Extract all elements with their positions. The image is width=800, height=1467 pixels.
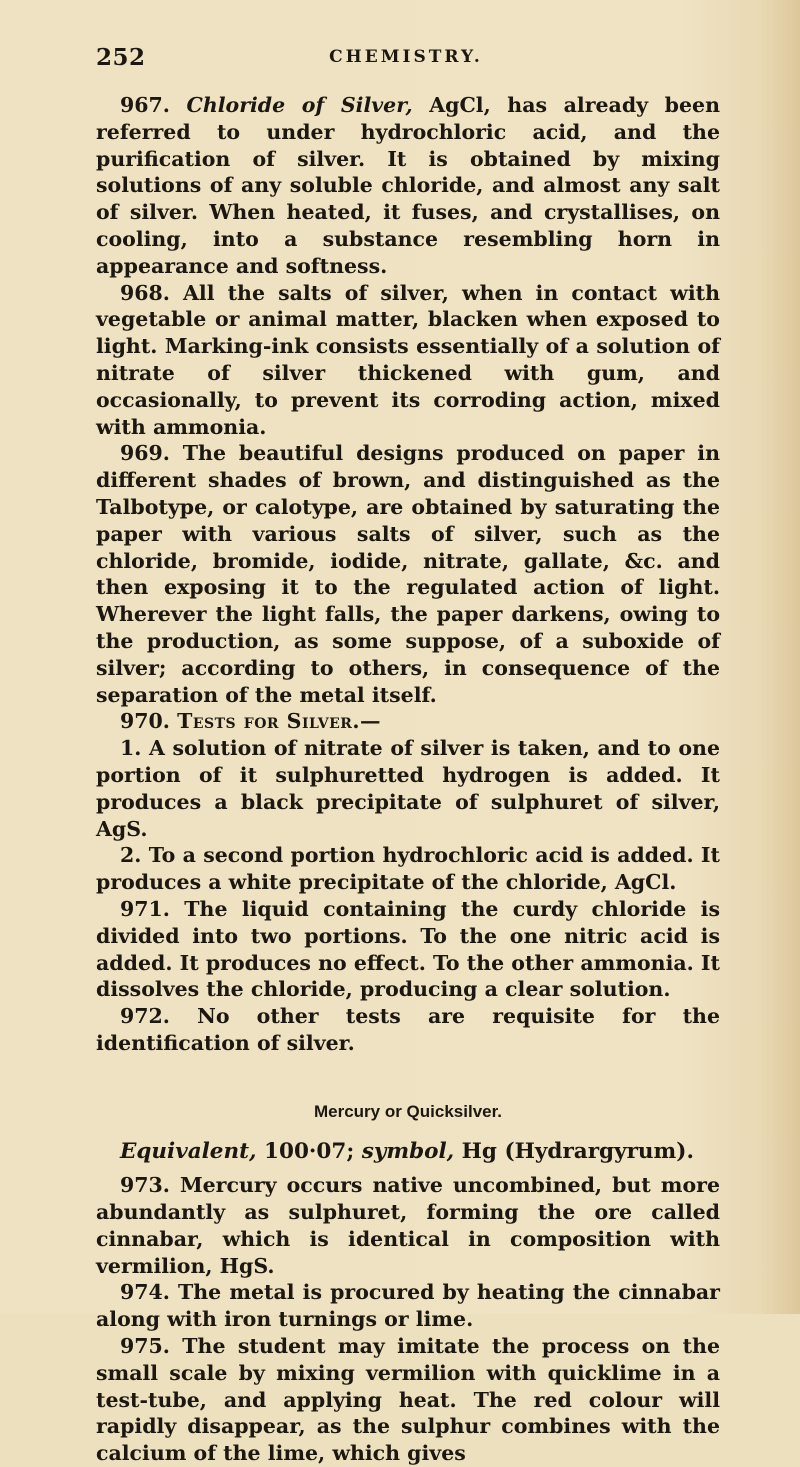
paragraph-number: 970. — [120, 709, 170, 734]
page-header — [96, 44, 716, 84]
equivalent-value: 100·07; — [256, 1139, 362, 1165]
paragraph-number: 975. — [120, 1334, 170, 1359]
symbol-label: symbol, — [361, 1139, 455, 1165]
paragraph-text: All the salts of silver, when in contact with vegetable or animal matter, blacken when exposed to light. Marking-ink consists essentially of a solution of nitrate of silver thickened with gum, and occasionally, to prevent its corroding action, mixed with ammonia. — [96, 280, 720, 439]
paragraph-text: The metal is procured by heating the cinnabar along with iron turnings or lime. — [96, 1280, 720, 1332]
paragraph-number: 968. — [120, 280, 170, 305]
paragraph-title: Chloride of Silver, — [186, 93, 413, 117]
paragraph-number: 973. — [120, 1173, 170, 1198]
running-head: CHEMISTRY. — [329, 47, 483, 67]
equivalent-label: Equivalent, — [120, 1139, 257, 1165]
paragraph-text: No other tests are requisite for the identification of silver. — [96, 1004, 720, 1055]
paragraph-text: The student may imitate the process on the small scale by mixing vermilion with quicklime in a test-tube, and applying heat. The red colour will rapidly disappear, as the sulphur combines with the calcium of the lime, which gives — [96, 1334, 720, 1466]
section-heading-mercury: Mercury or Quicksilver. — [313, 1101, 503, 1121]
paragraph-975 — [96, 1333, 720, 1467]
paragraph-title: Tests for Silver.— — [177, 709, 382, 734]
equivalent-line — [96, 1139, 720, 1166]
page-body — [96, 92, 720, 1467]
symbol-value: Hg (Hydrargyrum). — [454, 1139, 694, 1165]
paragraph-number: 972. — [120, 1004, 170, 1029]
test-item-1: 1. A solution of nitrate of silver is taken, and to one portion of it sulphuretted hydrogen is added. It produces a black precipitate of sulphuret of silver, AgS. — [96, 736, 720, 841]
paragraph-text: Mercury occurs native uncombined, but more abundantly as sulphuret, forming the ore called cinnabar, which is identical in composition with vermilion, HgS. — [96, 1173, 720, 1278]
paragraph-number: 971. — [120, 896, 170, 921]
paragraph-968 — [96, 280, 720, 441]
test-item-2: 2. To a second portion hydrochloric acid is added. It produces a white precipitate of the chloride, AgCl. — [96, 843, 720, 895]
paragraph-974 — [96, 1279, 720, 1333]
paragraph-971 — [96, 896, 720, 1003]
paragraph-967 — [96, 92, 720, 280]
paragraph-text: The liquid containing the curdy chloride is divided into two portions. To the one nitric acid is added. It produces no effect. To the other ammonia. It dissolves the chloride, producing a clear solution. — [96, 896, 720, 1002]
paragraph-969 — [96, 440, 720, 708]
paragraph-text: The beautiful designs produced on paper in different shades of brown, and distinguished as the Talbotype, or calotype, are obtained by saturating the paper with various salts of silver, such as the chloride, bromide, iodide, nitrate, gallate, &c. and then exposing it to the regulated action of light. Wherever the light falls, the paper darkens, owing to the production, as some suppose, of a suboxide of silver; according to others, in consequence of the separation of the metal itself. — [96, 441, 720, 707]
paragraph-number: 969. — [120, 441, 170, 466]
paragraph-text: AgCl, has already been referred to under hydrochloric acid, and the purification of silver. It is obtained by mixing solutions of any soluble chloride, and almost any salt of silver. When heated, it fuses, and crystallises, on cooling, into a substance resembling horn in appearance and softness. — [96, 93, 720, 278]
paragraph-972 — [96, 1003, 720, 1057]
paragraph-973 — [96, 1172, 720, 1279]
paragraph-number: 967. — [120, 93, 170, 117]
paragraph-number: 974. — [120, 1280, 170, 1305]
page-number: 252 — [96, 44, 146, 71]
paragraph-970 — [96, 708, 720, 735]
